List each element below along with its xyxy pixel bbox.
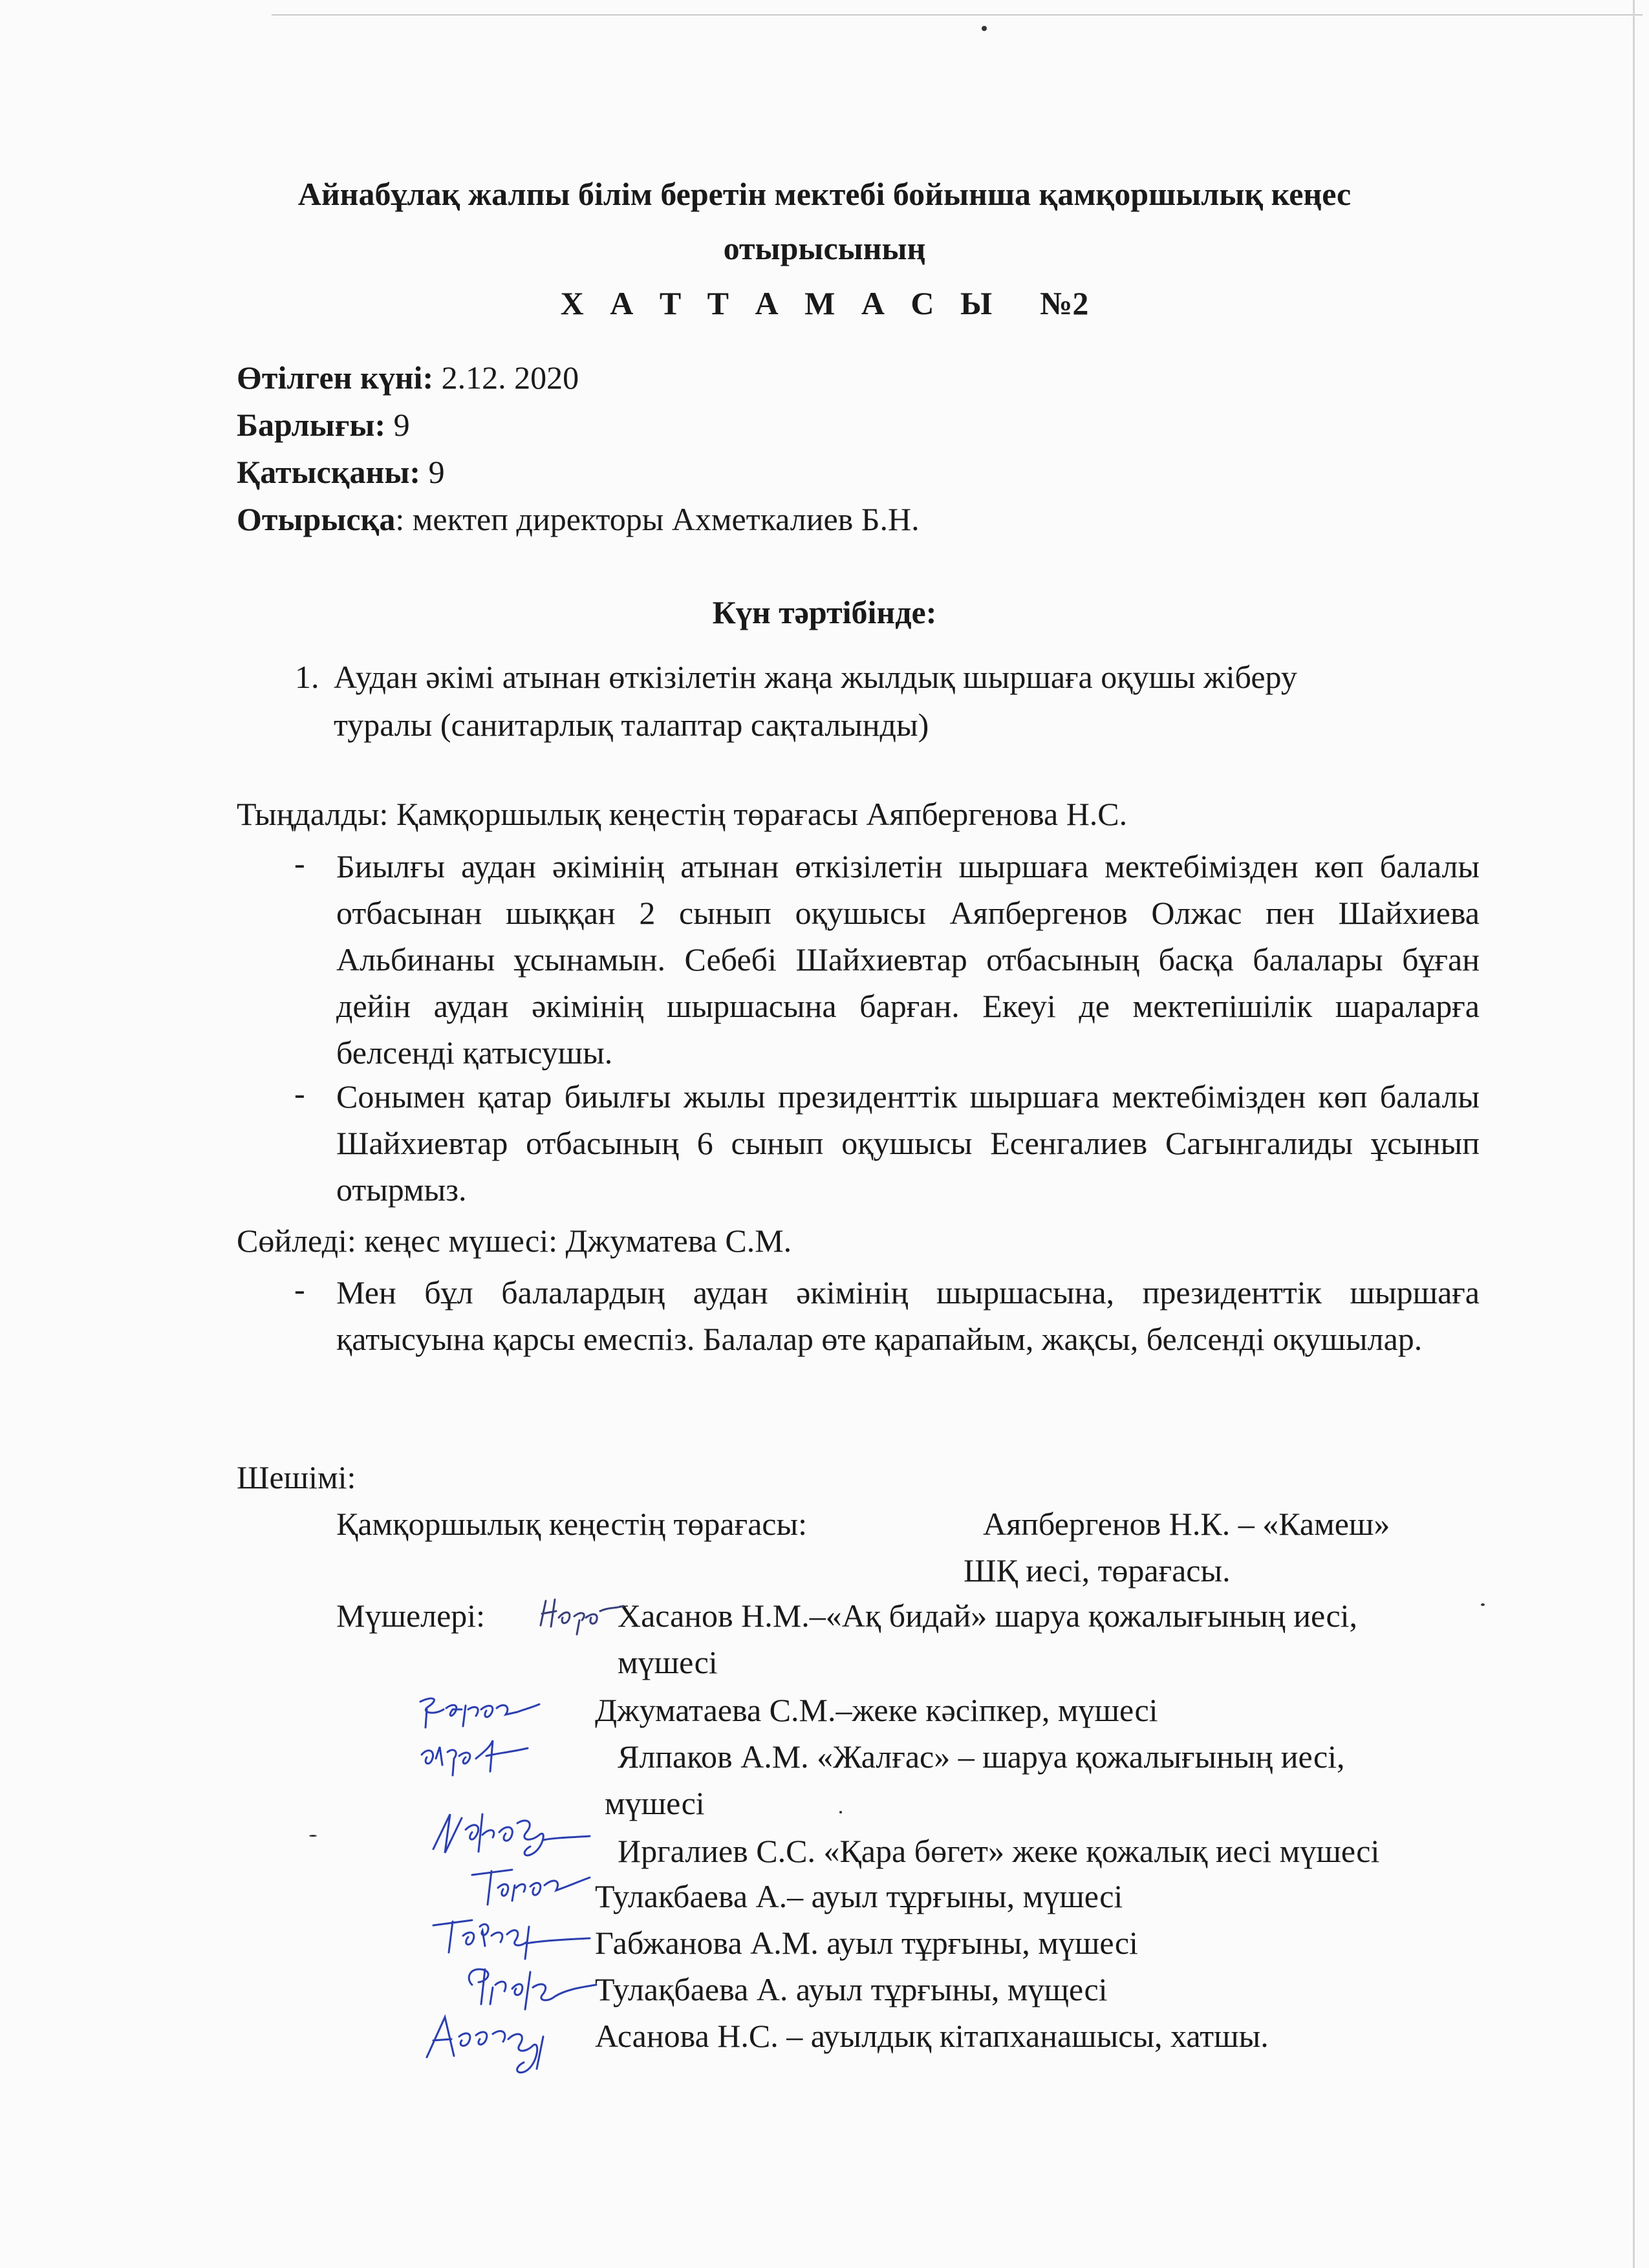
signature-tulakbaeva	[453, 1862, 595, 1914]
spoke-label: Сөйледі: кеңес мүшесі: Джуматева С.М.	[237, 1223, 792, 1259]
meta-date	[237, 359, 579, 396]
signature-dzhumataeva	[414, 1690, 543, 1735]
agenda-item-line-2: туралы (санитарлық талаптар сақталынды)	[334, 707, 929, 743]
member-line: Тулақбаева А. ауыл тұрғыны, мүщесі	[595, 1971, 1108, 2007]
member-line: Иргалиев С.С. «Қара бөгет» жеке қожалық иесі мүшесі	[618, 1833, 1380, 1869]
title-line-1: Айнабұлақ жалпы білім беретін мектебі бойынша қамқоршылық кеңес	[297, 176, 1352, 212]
protocol-number: №2	[1040, 285, 1089, 321]
heard-point-2: Сонымен қатар биылғы жылы президенттік шыршаға мектебімізден көп балалы Шайхиевтар отбасының 6 сынып оқушысы Есенгалиев Сагынгалиды ұсынып отырмыз.	[336, 1078, 1480, 1208]
signature-irgaliev	[420, 1804, 595, 1868]
protocol-word: Х А Т Т А М А С Ы	[560, 285, 1002, 321]
agenda-heading: Күн тәртібінде:	[712, 594, 937, 630]
heard-label: Тыңдалды: Қамқоршылық кеңестің төрағасы Аяпбергенова Н.С.	[237, 796, 1128, 832]
bullet-dash: -	[294, 1075, 305, 1111]
member-line: Асанова Н.С. – ауылдық кітапханашысы, хатшы.	[595, 2018, 1269, 2054]
member-line: Джуматаева С.М.–жеке кәсіпкер, мүшесі	[595, 1692, 1158, 1728]
member-line: мүшесі	[605, 1785, 705, 1821]
document-title	[194, 167, 1455, 275]
title-line-2: отырысының	[723, 230, 926, 266]
bullet-dash: -	[294, 1271, 305, 1307]
member-line: Ялпаков А.М. «Жалғас» – шаруа қожалығының иесі,	[618, 1738, 1345, 1775]
meta-total	[237, 406, 410, 444]
spoke-point: Мен бұл балалардың аудан әкімінің шыршасына, президенттік шыршаға қатысуына қарсы емеспіз. Балалар өте қарапайым, жақсы, белсенді оқушылар.	[336, 1274, 1480, 1357]
attendee-value: : мектеп директоры Ахметкалиев Б.Н.	[395, 501, 920, 537]
member-line: мүшесі	[618, 1644, 718, 1680]
present-label: Қатысқаны:	[237, 454, 421, 490]
member-line: Хасанов Н.М.–«Ақ бидай» шаруа қожалығының иесі,	[618, 1598, 1358, 1634]
member-line: Тулакбаева А.– ауыл тұрғыны, мүшесі	[595, 1878, 1123, 1914]
chair-value-line-2: ШҚ иесі, төрағасы.	[964, 1552, 1231, 1589]
chair-value-line-1: Аяпбергенов Н.К. – «Камеш»	[983, 1506, 1390, 1542]
date-value: 2.12. 2020	[441, 359, 579, 396]
total-value: 9	[393, 407, 410, 443]
protocol-heading	[0, 284, 1649, 322]
decision-label: Шешімі:	[237, 1459, 356, 1495]
signature-yalpakov	[414, 1733, 543, 1784]
meta-present	[237, 453, 445, 491]
total-label: Барлығы:	[237, 407, 386, 443]
agenda-item-number: 1.	[295, 659, 319, 695]
attendee-label: Отырысқа	[237, 501, 396, 537]
meta-attendee	[237, 500, 920, 538]
heard-point-1: Биылғы аудан әкімінің атынан өткізілетін шыршаға мектебімізден көп балалы отбасынан шыққан 2 сынып оқушысы Аяпбергенов Олжас пен Шайхиева Альбинаны ұсынамын. Себебі Шайхиевтар отбасының басқа балалары бұған дейін аудан әкімінің шыршасына барған. Екеуі де мектепішілік шараларға белсенді қатысушы.	[336, 848, 1480, 1071]
member-line: Габжанова А.М. ауыл тұрғыны, мүшесі	[595, 1925, 1138, 1961]
signature-hasanov	[537, 1592, 627, 1637]
bullet-dash: -	[294, 845, 305, 881]
agenda-item-line-1: Аудан әкімі атынан өткізілетін жаңа жылдық шыршаға оқушы жіберу	[334, 659, 1297, 695]
date-label: Өтілген күні:	[237, 359, 434, 396]
members-label: Мүшелері:	[336, 1598, 486, 1634]
chair-label: Қамқоршылық кеңестің төрағасы:	[336, 1506, 807, 1542]
signature-gabzhanova	[420, 1907, 595, 1965]
signature-asanova	[414, 2004, 601, 2082]
present-value: 9	[428, 454, 445, 490]
